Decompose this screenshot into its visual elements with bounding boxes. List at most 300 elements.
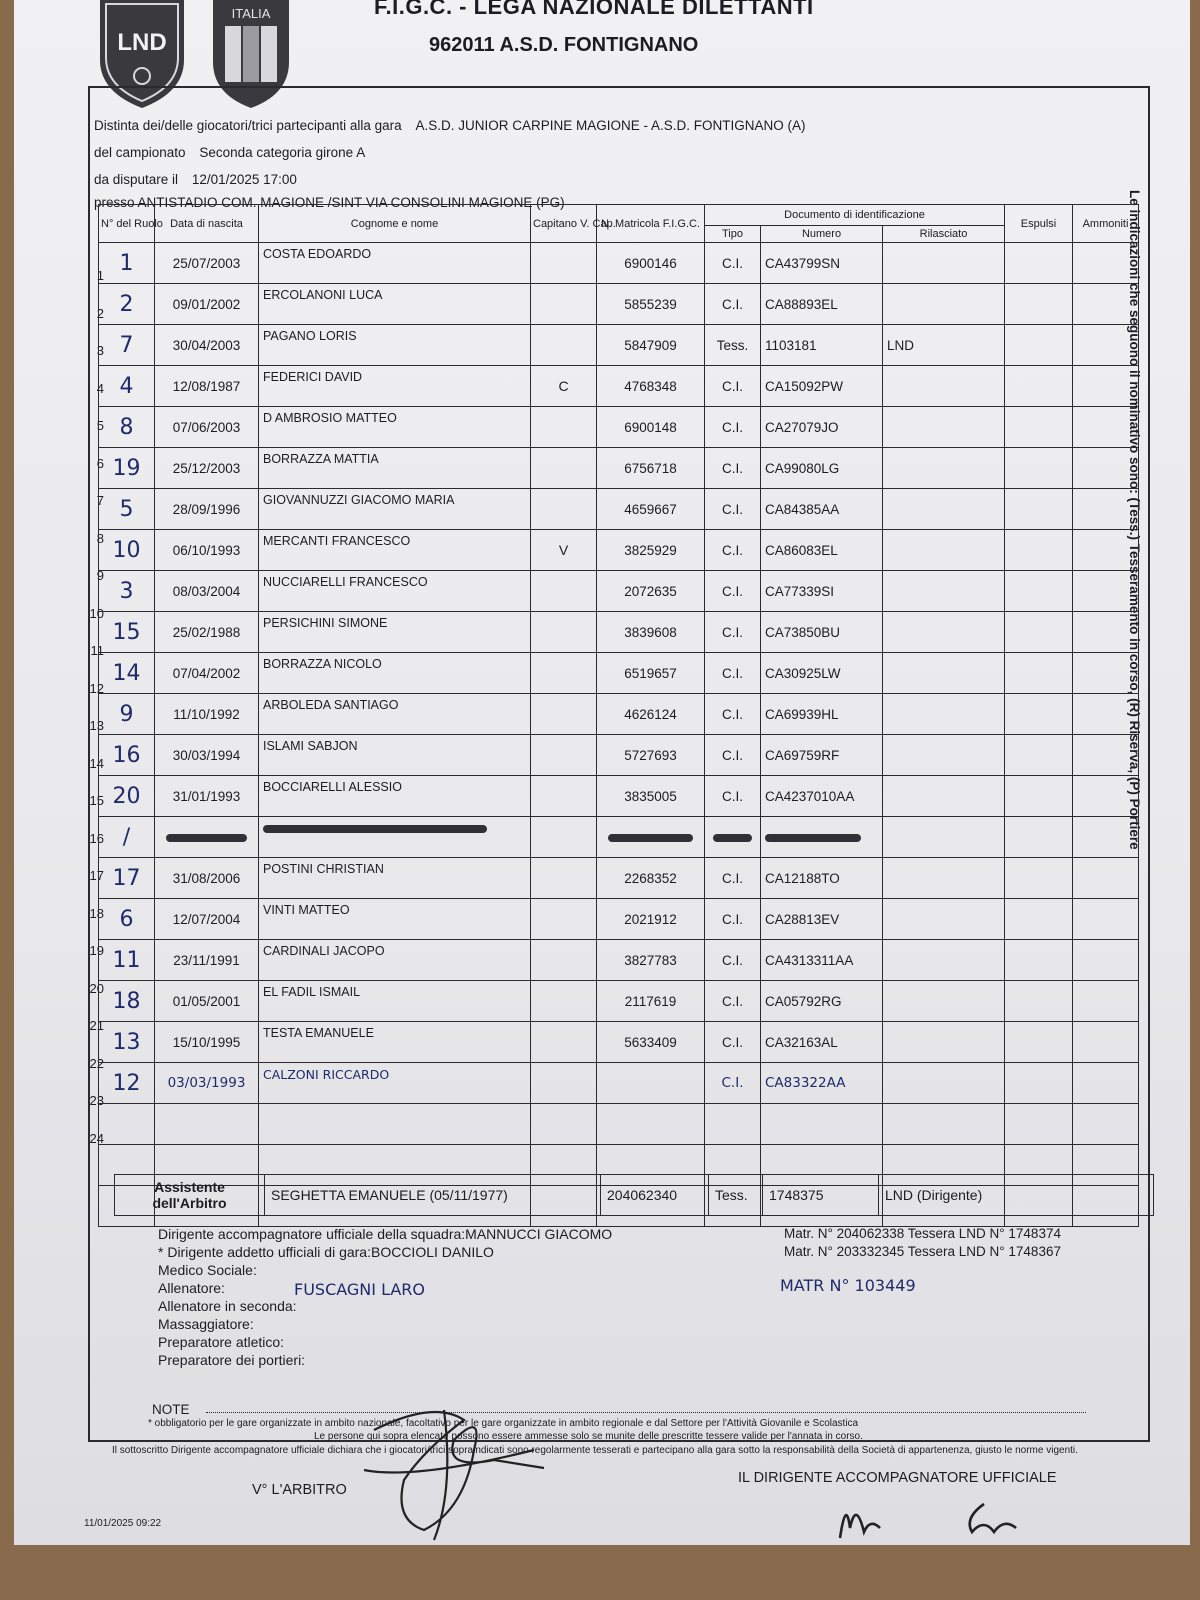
org-title: F.I.G.C. - LEGA NAZIONALE DILETTANTI [374, 0, 814, 19]
row-number: 5 [96, 418, 104, 433]
date-line [94, 172, 297, 187]
player-birth: 07/04/2002 [155, 653, 259, 694]
row-number: 20 [89, 980, 104, 996]
player-doc-issuer [883, 530, 1005, 571]
player-doc-type: C.I. [705, 940, 761, 981]
col-nascita: Data di nascita [155, 205, 259, 243]
player-espulsi [1005, 243, 1073, 284]
player-matricola [597, 1104, 705, 1145]
player-number: 5 [99, 489, 155, 530]
note-label: NOTE [152, 1402, 190, 1417]
match-value: A.S.D. JUNIOR CARPINE MAGIONE - A.S.D. FONTIGNANO (A) [415, 118, 806, 133]
player-doc-issuer [883, 1022, 1005, 1063]
player-ammoniti [1073, 284, 1139, 325]
preparatore-portieri-label: Preparatore dei portieri: [158, 1352, 306, 1368]
matr-allenatore: MATR N° 103449 [780, 1276, 916, 1295]
player-number: 2 [99, 284, 155, 325]
player-espulsi [1005, 612, 1073, 653]
players-table [98, 204, 1139, 1227]
date-value: 12/01/2025 17:00 [191, 172, 297, 187]
player-doc-number: CA69759RF [761, 735, 883, 776]
col-capitano: Capitano V. Cap. [531, 205, 597, 243]
assistant-referee-section [114, 1174, 1154, 1216]
row-number: 18 [89, 905, 104, 921]
player-number: 8 [99, 407, 155, 448]
row-number: 13 [89, 718, 104, 733]
player-matricola: 4659667 [597, 489, 705, 530]
player-captain [531, 940, 597, 981]
row-number: 16 [89, 830, 104, 846]
fine-print-2: Le persone qui sopra elencate possono essere ammesse solo se munite delle prescritte tessere valide per l'annata in corso. [314, 1431, 863, 1442]
table-row [99, 1022, 1139, 1063]
player-birth: 25/07/2003 [155, 243, 259, 284]
player-birth: 12/07/2004 [155, 899, 259, 940]
row-number: 17 [89, 868, 104, 883]
player-name: PERSICHINI SIMONE [259, 612, 531, 653]
player-number: 9 [99, 694, 155, 735]
row-number: 23 [89, 1093, 104, 1108]
player-matricola: 2021912 [597, 899, 705, 940]
distinta-label: Distinta dei/delle giocatori/trici partecipanti alla gara [94, 118, 402, 133]
row-number: 3 [96, 343, 104, 358]
player-matricola: 4626124 [597, 694, 705, 735]
player-ammoniti [1073, 571, 1139, 612]
player-espulsi [1005, 981, 1073, 1022]
player-captain [531, 448, 597, 489]
table-row [99, 858, 1139, 899]
club-title: 962011 A.S.D. FONTIGNANO [429, 34, 699, 56]
player-doc-issuer: LND [883, 325, 1005, 366]
table-row [99, 325, 1139, 366]
player-captain [531, 325, 597, 366]
player-espulsi [1005, 1063, 1073, 1104]
player-doc-number [761, 1104, 883, 1145]
player-matricola: 2268352 [597, 858, 705, 899]
player-name: FEDERICI DAVID [259, 366, 531, 407]
player-doc-type: C.I. [705, 981, 761, 1022]
player-name [259, 1104, 531, 1145]
assistant-rilasciato: LND (Dirigente) [879, 1175, 1154, 1216]
row-number: 11 [90, 643, 104, 658]
player-birth: 06/10/1993 [155, 530, 259, 571]
player-number: 15 [99, 612, 155, 653]
allenatore-seconda-label: Allenatore in seconda: [158, 1298, 297, 1314]
player-doc-issuer [883, 1104, 1005, 1145]
player-doc-type: C.I. [705, 612, 761, 653]
player-doc-issuer [883, 612, 1005, 653]
massaggiatore-label: Massaggiatore: [158, 1316, 254, 1332]
director-signature [834, 1488, 1054, 1548]
player-doc-number: CA43799SN [761, 243, 883, 284]
player-captain [531, 981, 597, 1022]
row-number: 4 [96, 380, 104, 396]
player-matricola [597, 1063, 705, 1104]
player-name: BORRAZZA NICOLO [259, 653, 531, 694]
player-captain: C [531, 366, 597, 407]
player-doc-number: CA15092PW [761, 366, 883, 407]
player-doc-issuer [883, 694, 1005, 735]
player-number: 14 [99, 653, 155, 694]
table-row [99, 612, 1139, 653]
player-espulsi [1005, 571, 1073, 612]
player-birth [155, 817, 259, 858]
player-number: 13 [99, 1022, 155, 1063]
strikeout-mark [263, 825, 487, 833]
player-ammoniti [1073, 940, 1139, 981]
assistant-tipo: Tess. [709, 1175, 763, 1216]
print-timestamp: 11/01/2025 09:22 [84, 1518, 162, 1529]
lnd-logo-text: LND [117, 29, 167, 56]
player-espulsi [1005, 694, 1073, 735]
player-doc-type: C.I. [705, 735, 761, 776]
player-number: 1 [99, 243, 155, 284]
player-doc-type: C.I. [705, 489, 761, 530]
player-espulsi [1005, 735, 1073, 776]
player-matricola: 3825929 [597, 530, 705, 571]
player-name: TESTA EMANUELE [259, 1022, 531, 1063]
player-name: POSTINI CHRISTIAN [259, 858, 531, 899]
table-row [99, 653, 1139, 694]
player-name: ISLAMI SABJON [259, 735, 531, 776]
player-number: 11 [99, 940, 155, 981]
player-birth: 09/01/2002 [155, 284, 259, 325]
table-row [99, 981, 1139, 1022]
date-label: da disputare il [94, 172, 179, 187]
player-doc-number: CA12188TO [761, 858, 883, 899]
player-espulsi [1005, 530, 1073, 571]
medico-label: Medico Sociale: [158, 1262, 257, 1278]
player-doc-number: CA30925LW [761, 653, 883, 694]
player-doc-type: C.I. [705, 899, 761, 940]
player-espulsi [1005, 817, 1073, 858]
fine-print-1: * obbligatorio per le gare organizzate in ambito nazionale, facoltativo per le gare organizzate in ambito regionale e dal Settore per l'Attività Giovanile e Scolastica [148, 1418, 859, 1429]
player-ammoniti [1073, 1104, 1139, 1145]
player-doc-number: CA27079JO [761, 407, 883, 448]
player-doc-number: CA84385AA [761, 489, 883, 530]
row-number: 6 [96, 455, 104, 471]
strikeout-mark [765, 834, 861, 842]
player-espulsi [1005, 489, 1073, 530]
player-captain [531, 612, 597, 653]
referee-label: V° L'ARBITRO [252, 1482, 347, 1498]
player-ammoniti [1073, 653, 1139, 694]
addetto-line [158, 1243, 612, 1261]
player-doc-number: 1103181 [761, 325, 883, 366]
player-captain [531, 407, 597, 448]
table-row [99, 366, 1139, 407]
player-doc-issuer [883, 776, 1005, 817]
row-number: 1 [96, 268, 104, 283]
player-ammoniti [1073, 776, 1139, 817]
player-doc-type: C.I. [705, 407, 761, 448]
col-nome: Cognome e nome [259, 205, 531, 243]
player-matricola: 5847909 [597, 325, 705, 366]
side-note: Le indicazioni che seguono il nominativo sono: (Tess.) Tesseramento in corso, (R) Riserva, (P) Portiere [1127, 190, 1142, 850]
player-doc-type: C.I. [705, 1022, 761, 1063]
row-number: 7 [96, 493, 104, 508]
player-matricola: 3839608 [597, 612, 705, 653]
assistant-matr: 204062340 [601, 1175, 709, 1216]
player-doc-type: C.I. [705, 653, 761, 694]
player-captain [531, 694, 597, 735]
player-espulsi [1005, 776, 1073, 817]
table-row [99, 284, 1139, 325]
player-doc-issuer [883, 981, 1005, 1022]
player-espulsi [1005, 940, 1073, 981]
matr-dirigente: Matr. N° 204062338 Tessera LND N° 1748374 [784, 1226, 1061, 1241]
player-matricola: 3835005 [597, 776, 705, 817]
allenatore-value: FUSCAGNI LARO [294, 1280, 426, 1299]
dirigente-value: MANNUCCI GIACOMO [465, 1226, 613, 1242]
col-rilasciato: Rilasciato [883, 226, 1005, 243]
match-sheet-paper [14, 0, 1190, 1545]
player-name: BOCCIARELLI ALESSIO [259, 776, 531, 817]
player-espulsi [1005, 325, 1073, 366]
player-doc-issuer [883, 489, 1005, 530]
player-doc-issuer [883, 735, 1005, 776]
player-number: 19 [99, 448, 155, 489]
venue-label: presso [94, 195, 135, 210]
player-name: MERCANTI FRANCESCO [259, 530, 531, 571]
player-espulsi [1005, 366, 1073, 407]
player-doc-number: CA28813EV [761, 899, 883, 940]
campionato-value: Seconda categoria girone A [199, 145, 366, 160]
player-doc-number: CA83322AA [761, 1063, 883, 1104]
table-row [99, 1063, 1139, 1104]
player-espulsi [1005, 1022, 1073, 1063]
player-espulsi [1005, 899, 1073, 940]
player-captain [531, 899, 597, 940]
row-number: 21 [89, 1018, 104, 1033]
note-dotted-line [206, 1412, 1086, 1413]
row-number: 15 [89, 793, 104, 808]
player-matricola: 2117619 [597, 981, 705, 1022]
player-doc-number: CA4313311AA [761, 940, 883, 981]
player-matricola [597, 817, 705, 858]
player-ammoniti [1073, 694, 1139, 735]
player-doc-issuer [883, 284, 1005, 325]
player-matricola: 3827783 [597, 940, 705, 981]
declaration: Il sottoscritto Dirigente accompagnatore ufficiale dichiara che i giocatori/trici sopraindicati sono regolarmente tesserati e partecipano alla gara sotto la responsabilità della Società di appartenenza, giusto le norme vigenti. [112, 1445, 1078, 1456]
player-ammoniti [1073, 530, 1139, 571]
player-name [259, 817, 531, 858]
allenatore-label: Allenatore: [158, 1280, 225, 1296]
player-rows [99, 243, 1139, 1227]
player-doc-type: C.I. [705, 448, 761, 489]
player-captain [531, 1104, 597, 1145]
col-ruolo: N° del Ruolo [99, 205, 155, 243]
player-ammoniti [1073, 243, 1139, 284]
player-captain [531, 1063, 597, 1104]
player-birth: 12/08/1987 [155, 366, 259, 407]
player-ammoniti [1073, 366, 1139, 407]
venue-value: ANTISTADIO COM. MAGIONE /SINT VIA CONSOLINI MAGIONE (PG) [137, 195, 565, 210]
player-birth: 28/09/1996 [155, 489, 259, 530]
player-name: D AMBROSIO MATTEO [259, 407, 531, 448]
player-matricola: 2072635 [597, 571, 705, 612]
player-birth: 08/03/2004 [155, 571, 259, 612]
player-doc-type [705, 817, 761, 858]
table-row [99, 448, 1139, 489]
player-name: ARBOLEDA SANTIAGO [259, 694, 531, 735]
campionato-label: del campionato [94, 145, 186, 160]
table-row [99, 694, 1139, 735]
player-doc-type: C.I. [705, 530, 761, 571]
row-number: 2 [96, 305, 104, 321]
player-birth: 07/06/2003 [155, 407, 259, 448]
table-row [99, 530, 1139, 571]
player-captain: V [531, 530, 597, 571]
col-documento: Documento di identificazione [705, 205, 1005, 226]
player-doc-number [761, 817, 883, 858]
player-espulsi [1005, 858, 1073, 899]
player-doc-issuer [883, 817, 1005, 858]
player-matricola: 4768348 [597, 366, 705, 407]
col-espulsi: Espulsi [1005, 205, 1073, 243]
player-number: 20 [99, 776, 155, 817]
player-doc-number: CA05792RG [761, 981, 883, 1022]
player-doc-type: C.I. [705, 694, 761, 735]
strikeout-mark [608, 834, 692, 842]
player-doc-type [705, 1104, 761, 1145]
player-matricola: 5633409 [597, 1022, 705, 1063]
player-birth: 15/10/1995 [155, 1022, 259, 1063]
player-name: COSTA EDOARDO [259, 243, 531, 284]
player-matricola: 6900148 [597, 407, 705, 448]
row-number: 22 [89, 1055, 104, 1071]
row-number: 9 [96, 568, 104, 583]
player-espulsi [1005, 284, 1073, 325]
player-number: 18 [99, 981, 155, 1022]
player-number: 10 [99, 530, 155, 571]
match-line [94, 118, 805, 133]
player-doc-number: CA73850BU [761, 612, 883, 653]
player-doc-issuer [883, 448, 1005, 489]
player-espulsi [1005, 407, 1073, 448]
player-doc-type: Tess. [705, 325, 761, 366]
player-doc-issuer [883, 653, 1005, 694]
dirigente-label: Dirigente accompagnatore ufficiale della squadra: [158, 1226, 466, 1242]
assistant-numero: 1748375 [763, 1175, 879, 1216]
player-number: 12 [99, 1063, 155, 1104]
staff-matr [784, 1225, 1061, 1261]
player-doc-type: C.I. [705, 571, 761, 612]
col-numero: Numero [761, 226, 883, 243]
player-birth: 30/04/2003 [155, 325, 259, 366]
player-doc-issuer [883, 407, 1005, 448]
player-ammoniti [1073, 1022, 1139, 1063]
table-row [99, 1104, 1139, 1145]
player-number: / [99, 817, 155, 858]
player-number [99, 1104, 155, 1145]
player-espulsi [1005, 448, 1073, 489]
row-number: 12 [89, 680, 104, 696]
table-row [99, 899, 1139, 940]
player-ammoniti [1073, 817, 1139, 858]
player-birth: 23/11/1991 [155, 940, 259, 981]
row-number: 24 [89, 1130, 104, 1146]
player-captain [531, 284, 597, 325]
table-row [99, 407, 1139, 448]
campionato-line [94, 145, 365, 160]
player-doc-number: CA69939HL [761, 694, 883, 735]
player-birth: 25/02/1988 [155, 612, 259, 653]
player-doc-number: CA4237010AA [761, 776, 883, 817]
player-doc-type: C.I. [705, 366, 761, 407]
player-birth: 30/03/1994 [155, 735, 259, 776]
player-matricola: 6756718 [597, 448, 705, 489]
player-birth: 11/10/1992 [155, 694, 259, 735]
player-captain [531, 489, 597, 530]
player-number: 6 [99, 899, 155, 940]
player-espulsi [1005, 1104, 1073, 1145]
dirigente-line [158, 1225, 612, 1243]
italia-logo-text: ITALIA [231, 6, 271, 21]
player-captain [531, 571, 597, 612]
row-number: 14 [89, 755, 104, 771]
player-ammoniti [1073, 407, 1139, 448]
col-ammoniti: Ammoniti [1073, 205, 1139, 243]
player-ammoniti [1073, 858, 1139, 899]
preparatore-atletico-label: Preparatore atletico: [158, 1334, 285, 1350]
strikeout-mark [166, 834, 247, 842]
col-tipo: Tipo [705, 226, 761, 243]
player-birth: 31/08/2006 [155, 858, 259, 899]
col-matricola: N. Matricola F.I.G.C. [597, 205, 705, 243]
table-row [99, 940, 1139, 981]
player-captain [531, 735, 597, 776]
player-ammoniti [1073, 735, 1139, 776]
player-doc-type: C.I. [705, 284, 761, 325]
player-doc-issuer [883, 571, 1005, 612]
player-ammoniti [1073, 899, 1139, 940]
player-matricola: 6900146 [597, 243, 705, 284]
table-row [99, 735, 1139, 776]
player-birth: 03/03/1993 [155, 1063, 259, 1104]
player-name: PAGANO LORIS [259, 325, 531, 366]
player-ammoniti [1073, 448, 1139, 489]
addetto-label: * Dirigente addetto ufficiali di gara: [158, 1244, 371, 1260]
player-ammoniti [1073, 489, 1139, 530]
player-number: 17 [99, 858, 155, 899]
player-captain [531, 776, 597, 817]
table-row [99, 243, 1139, 284]
player-birth: 25/12/2003 [155, 448, 259, 489]
player-number: 4 [99, 366, 155, 407]
player-name: GIOVANNUZZI GIACOMO MARIA [259, 489, 531, 530]
player-captain [531, 243, 597, 284]
player-doc-issuer [883, 1063, 1005, 1104]
player-doc-issuer [883, 940, 1005, 981]
player-name: ERCOLANONI LUCA [259, 284, 531, 325]
player-name: NUCCIARELLI FRANCESCO [259, 571, 531, 612]
table-row [99, 571, 1139, 612]
player-captain [531, 653, 597, 694]
strikeout-mark [713, 834, 753, 842]
player-name: EL FADIL ISMAIL [259, 981, 531, 1022]
player-doc-type: C.I. [705, 243, 761, 284]
player-captain [531, 1022, 597, 1063]
player-name: CALZONI RICCARDO [259, 1063, 531, 1104]
table-row [99, 489, 1139, 530]
player-doc-type: C.I. [705, 776, 761, 817]
table-row [99, 776, 1139, 817]
player-doc-number: CA99080LG [761, 448, 883, 489]
player-birth [155, 1104, 259, 1145]
player-name: VINTI MATTEO [259, 899, 531, 940]
player-doc-issuer [883, 899, 1005, 940]
player-doc-number: CA77339SI [761, 571, 883, 612]
